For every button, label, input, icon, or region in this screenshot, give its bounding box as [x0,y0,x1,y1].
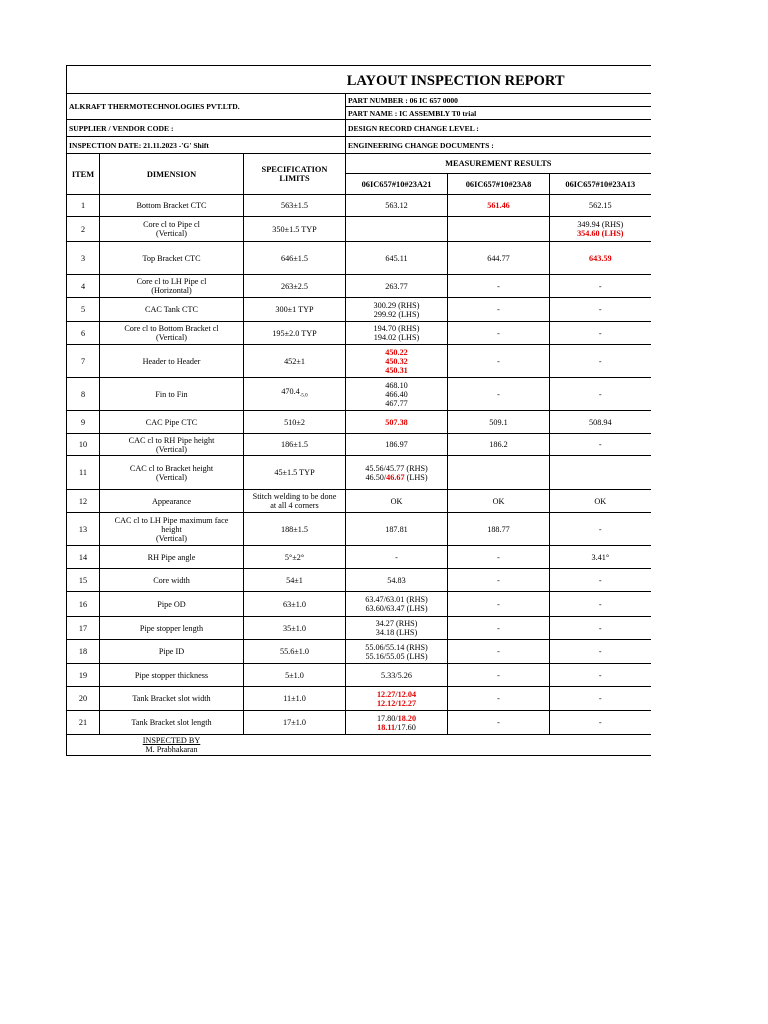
measurement-2: OK [448,490,550,513]
dimension-name: Top Bracket CTC [100,242,244,275]
measurement-line: 34.18 (LHS) [375,628,418,637]
sample1-header: 06IC657#10#23A21 [346,174,448,195]
measurement-1 [346,640,448,664]
inspected-by-label: INSPECTED BY [142,736,201,745]
measurement-2 [448,217,550,242]
dimension-name: RH Pipe angle [100,546,244,569]
sample3-header: 06IC657#10#23A13 [550,174,651,195]
table-row [67,322,651,345]
measurement-1 [346,617,448,640]
dimension-name [100,322,244,345]
spec-tolerance: -5.0 [299,393,308,399]
measurement-line: 63.47/63.01 (RHS) [365,595,428,604]
measurement-2: - [448,569,550,592]
measurement-line: 45.56/45.77 (RHS) [365,463,428,473]
measurement-3: - [550,687,651,711]
signature-blank [67,735,100,756]
dimension-line: Core cl to LH Pipe cl [136,277,207,286]
dimension-line: CAC cl to LH Pipe maximum face [114,515,229,525]
measurement-3: OK [550,490,651,513]
signature-filler [244,735,651,756]
spec-limit: 188±1.5 [244,513,346,546]
table-row [67,592,651,617]
measurement-3: - [550,569,651,592]
measurement-line-out-of-spec: 450.32 [385,356,408,366]
item-number: 7 [67,345,100,378]
dimension-name: Tank Bracket slot length [100,711,244,735]
measurement-part: 46.50/ [365,472,387,482]
item-header: ITEM [67,154,100,195]
report-title-cell [67,66,651,94]
measurement-3: - [550,345,651,378]
measurement-1 [346,322,448,345]
item-number: 10 [67,434,100,456]
dimension-name: CAC Pipe CTC [100,411,244,434]
inspection-date: INSPECTION DATE: 21.11.2023 -'G' Shift [67,137,346,154]
table-row [67,569,651,592]
measurement-3: 508.94 [550,411,651,434]
item-number: 4 [67,275,100,298]
spec-limit: 350±1.5 TYP [244,217,346,242]
table-row [67,345,651,378]
measurement-2: - [448,592,550,617]
measurement-part: 17.80/ [376,713,398,723]
measurement-line-out-of-spec: 450.31 [385,365,408,375]
spec-limit: 11±1.0 [244,687,346,711]
measurement-3: - [550,434,651,456]
measurement-line-out-of-spec: 12.12/12.27 [376,698,417,708]
spec-limit: 263±2.5 [244,275,346,298]
item-number: 13 [67,513,100,546]
item-number: 11 [67,456,100,490]
table-row [67,434,651,456]
measurement-3: 643.59 [550,242,651,275]
measurement-1: OK [346,490,448,513]
item-number: 16 [67,592,100,617]
dimension-line: (Vertical) [156,229,187,238]
table-row [67,546,651,569]
measurement-2: - [448,617,550,640]
inspection-table [66,65,651,756]
spec-limit: 5±1.0 [244,664,346,687]
dimension-line: (Vertical) [156,472,187,482]
spec-limit [244,378,346,411]
measurement-1: - [346,546,448,569]
measurement-part: /17.60 [395,722,416,732]
table-row [67,711,651,735]
item-number: 19 [67,664,100,687]
dimension-line: Core cl to Pipe cl [143,220,200,229]
measurement-1: 645.11 [346,242,448,275]
measurement-3: - [550,513,651,546]
measurement-line [348,723,445,732]
measurement-results-header: MEASUREMENT RESULTS [346,154,651,174]
dimension-name [100,217,244,242]
measurement-3: - [550,664,651,687]
measurement-1 [346,456,448,490]
header-row-company [67,94,651,107]
measurement-part-out-of-spec: 46.67 [386,472,405,482]
table-row [67,298,651,322]
measurement-3: - [550,592,651,617]
measurement-1 [346,298,448,322]
measurement-3: - [550,711,651,735]
signature-row [67,735,651,756]
spec-limit: 54±1 [244,569,346,592]
measurement-3 [550,456,651,490]
measurement-2: - [448,711,550,735]
measurement-2: 509.1 [448,411,550,434]
measurement-part-out-of-spec: 18.11 [377,722,396,732]
measurement-2: - [448,275,550,298]
supplier-code: SUPPLIER / VENDOR CODE : [67,120,346,137]
company-name: ALKRAFT THERMOTECHNOLOGIES PVT.LTD. [67,94,346,120]
table-row [67,242,651,275]
measurement-3: - [550,322,651,345]
item-number: 6 [67,322,100,345]
item-number: 21 [67,711,100,735]
item-number: 18 [67,640,100,664]
measurement-3: - [550,617,651,640]
measurement-1: 507.38 [346,411,448,434]
sample2-header: 06IC657#10#23A8 [448,174,550,195]
measurement-2: - [448,687,550,711]
spec-limit [244,490,346,513]
measurement-2: - [448,664,550,687]
measurement-1 [346,345,448,378]
part-number: PART NUMBER : 06 IC 657 0000 [346,94,651,107]
table-row [67,687,651,711]
measurement-part-out-of-spec: 18.20 [397,713,417,723]
spec-limit: 186±1.5 [244,434,346,456]
spec-limit: 45±1.5 TYP [244,456,346,490]
dimension-name: Appearance [100,490,244,513]
dimension-line: (Vertical) [156,533,187,543]
spec-value: 470.4 [281,387,300,397]
title-row [67,66,651,94]
table-row [67,664,651,687]
measurement-1 [346,687,448,711]
measurement-part: (LHS) [404,472,428,482]
dimension-name: CAC Tank CTC [100,298,244,322]
measurement-1: 263.77 [346,275,448,298]
measurement-2: - [448,298,550,322]
spec-line: at all 4 corners [270,501,319,510]
spec-limit: 646±1.5 [244,242,346,275]
dimension-line: (Horizontal) [151,286,192,295]
table-row [67,195,651,217]
dimension-line: CAC cl to RH Pipe height [128,435,215,445]
measurement-line: 467.77 [385,398,408,408]
item-number: 1 [67,195,100,217]
measurement-line-out-of-spec: 450.22 [385,347,408,357]
measurement-1: 186.97 [346,434,448,456]
item-number: 20 [67,687,100,711]
measurement-1: 187.81 [346,513,448,546]
measurement-line: 55.06/55.14 (RHS) [365,642,428,652]
item-number: 2 [67,217,100,242]
table-row [67,411,651,434]
dimension-name [100,456,244,490]
dimension-name [100,434,244,456]
measurement-3: - [550,298,651,322]
item-number: 12 [67,490,100,513]
dimension-name: Core width [100,569,244,592]
spec-limit: 300±1 TYP [244,298,346,322]
measurement-line: 349.94 (RHS) [577,220,624,229]
spec-limit: 63±1.0 [244,592,346,617]
measurement-1 [346,592,448,617]
spec-limit: 35±1.0 [244,617,346,640]
spec-line: Stitch welding to be done [252,492,337,501]
measurement-3: - [550,378,651,411]
engineering-change-docs: ENGINEERING CHANGE DOCUMENTS : [346,137,651,154]
dimension-name: Pipe stopper length [100,617,244,640]
measurement-1 [346,378,448,411]
measurement-1 [346,217,448,242]
measurement-line: 194.70 (RHS) [373,324,420,333]
spec-limit: 195±2.0 TYP [244,322,346,345]
measurement-1: 563.12 [346,195,448,217]
measurement-2: 561.46 [448,195,550,217]
specification-header [244,154,346,195]
item-number: 5 [67,298,100,322]
report-title: LAYOUT INSPECTION REPORT [346,72,565,89]
spec-limit: 17±1.0 [244,711,346,735]
dimension-name: Pipe stopper thickness [100,664,244,687]
dimension-name: Fin to Fin [100,378,244,411]
measurement-3: - [550,640,651,664]
measurement-2: 188.77 [448,513,550,546]
dimension-name [100,275,244,298]
measurement-2: - [448,640,550,664]
spec-limit: 5°±2° [244,546,346,569]
item-number: 14 [67,546,100,569]
table-row [67,378,651,411]
measurement-line-out-of-spec: 12.27/12.04 [376,689,417,699]
dimension-name: Header to Header [100,345,244,378]
dimension-name: Pipe ID [100,640,244,664]
measurement-3: 562.15 [550,195,651,217]
measurement-line: 194.02 (LHS) [373,333,420,342]
measurement-2: - [448,345,550,378]
measurement-line: 466.40 [385,389,408,399]
measurement-2: - [448,378,550,411]
item-number: 8 [67,378,100,411]
measurement-line: 55.16/55.05 (LHS) [365,651,428,661]
measurement-2: 644.77 [448,242,550,275]
inspector-name: M. Prabhakaran [145,745,198,754]
dimension-line: height [161,524,182,534]
dimension-name: Tank Bracket slot width [100,687,244,711]
dimension-line: Core cl to Bottom Bracket cl [124,324,219,333]
dimension-header: DIMENSION [100,154,244,195]
measurement-line: 299.92 (LHS) [373,309,420,319]
table-row [67,490,651,513]
header-row-date [67,137,651,154]
measurement-1: 54.83 [346,569,448,592]
spec-limit: 55.6±1.0 [244,640,346,664]
measurement-1 [346,711,448,735]
measurement-line: 34.27 (RHS) [375,619,418,628]
measurement-3 [550,217,651,242]
item-number: 3 [67,242,100,275]
measurement-line [348,473,445,482]
dimension-line: (Vertical) [156,444,187,454]
dimension-line: CAC cl to Bracket height [129,463,214,473]
measurement-line-out-of-spec: 354.60 (LHS) [577,229,624,238]
header-row-supplier [67,120,651,137]
measurement-3: 3.41° [550,546,651,569]
measurement-line: 63.60/63.47 (LHS) [365,604,428,613]
spec-limit: 563±1.5 [244,195,346,217]
measurement-line: 300.29 (RHS) [373,300,420,310]
spec-header-line2: LIMITS [279,174,310,183]
table-row [67,617,651,640]
measurement-line: 468.10 [385,380,408,390]
item-number: 17 [67,617,100,640]
inspection-report-sheet [66,65,650,756]
dimension-name: Pipe OD [100,592,244,617]
item-number: 9 [67,411,100,434]
measurement-2: - [448,322,550,345]
measurement-2 [448,456,550,490]
table-row [67,640,651,664]
spec-limit: 510±2 [244,411,346,434]
table-row [67,456,651,490]
dimension-line: (Vertical) [156,333,187,342]
measurement-2: - [448,546,550,569]
dimension-name: Bottom Bracket CTC [100,195,244,217]
item-number: 15 [67,569,100,592]
part-name: PART NAME : IC ASSEMBLY T0 trial [346,107,651,120]
column-header-row [67,154,651,174]
measurement-1: 5.33/5.26 [346,664,448,687]
measurement-2: 186.2 [448,434,550,456]
inspected-by-block [100,735,244,756]
design-record-level: DESIGN RECORD CHANGE LEVEL : [346,120,651,137]
dimension-name [100,513,244,546]
table-row [67,513,651,546]
spec-limit: 452±1 [244,345,346,378]
measurement-3: - [550,275,651,298]
spec-header-line1: SPECIFICATION [261,165,328,174]
measurement-line [348,714,445,723]
table-row [67,275,651,298]
table-row [67,217,651,242]
